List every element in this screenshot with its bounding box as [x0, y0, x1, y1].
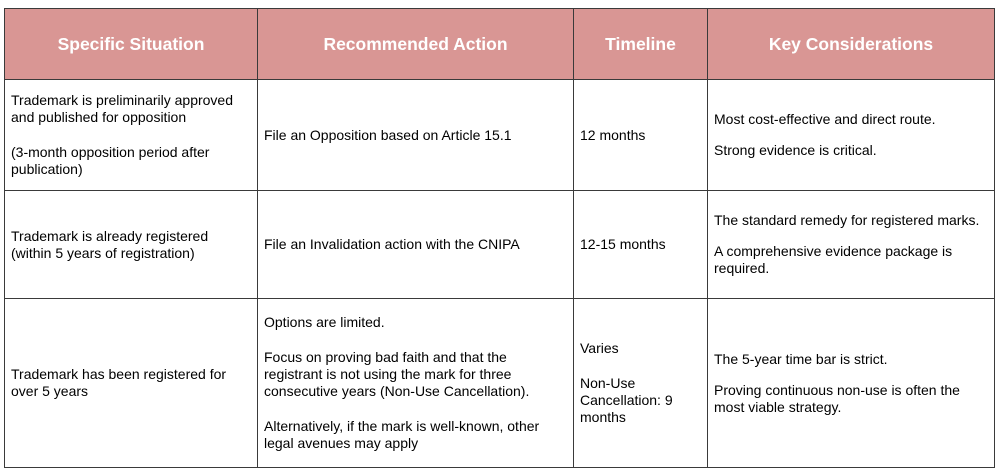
trademark-strategy-table — [4, 8, 995, 468]
table-row — [5, 191, 995, 299]
timeline-text: Varies — [580, 340, 619, 356]
header-key-considerations: Key Considerations — [708, 9, 995, 80]
table-row — [5, 299, 995, 468]
consideration-text: Most cost-effective and direct route. — [714, 111, 936, 127]
consideration-text: Strong evidence is critical. — [714, 142, 877, 158]
considerations-cell — [708, 191, 995, 299]
consideration-text: The standard remedy for registered marks. — [714, 212, 980, 228]
action-cell — [258, 299, 574, 468]
considerations-cell — [708, 299, 995, 468]
situation-text: Trademark has been registered for over 5 years — [11, 366, 227, 399]
action-text: File an Opposition based on Article 15.1 — [264, 126, 512, 143]
situation-cell — [5, 299, 258, 468]
timeline-text: 12-15 months — [580, 236, 666, 252]
timeline-text: 12 months — [580, 126, 646, 143]
header-specific-situation: Specific Situation — [5, 9, 258, 80]
action-text: Options are limited. — [264, 314, 385, 330]
header-recommended-action: Recommended Action — [258, 9, 574, 80]
consideration-text: A comprehensive evidence package is required. — [714, 243, 953, 276]
timeline-cell — [574, 80, 708, 191]
situation-note: (3-month opposition period after publication) — [11, 144, 210, 177]
consideration-text: The 5-year time bar is strict. — [714, 350, 888, 367]
table-row — [5, 80, 995, 191]
situation-cell — [5, 80, 258, 191]
action-cell — [258, 80, 574, 191]
action-text: File an Invalidation action with the CNIPA — [264, 236, 520, 252]
header-timeline: Timeline — [574, 9, 708, 80]
situation-text: Trademark is preliminarily approved and published for opposition — [11, 92, 234, 125]
situation-cell — [5, 191, 258, 299]
considerations-cell — [708, 80, 995, 191]
header-row — [5, 9, 995, 80]
consideration-text: Proving continuous non-use is often the most viable strategy. — [714, 381, 960, 415]
action-text: Alternatively, if the mark is well-known, other legal avenues may apply — [264, 418, 540, 451]
timeline-text: Non-Use Cancellation: 9 months — [580, 375, 673, 425]
situation-text: Trademark is already registered (within 5 years of registration) — [11, 227, 209, 261]
action-text: Focus on proving bad faith and that the registrant is not using the mark for three consecutive years (Non-Use Cancellation). — [264, 349, 530, 399]
timeline-cell — [574, 299, 708, 468]
timeline-cell — [574, 191, 708, 299]
action-cell — [258, 191, 574, 299]
